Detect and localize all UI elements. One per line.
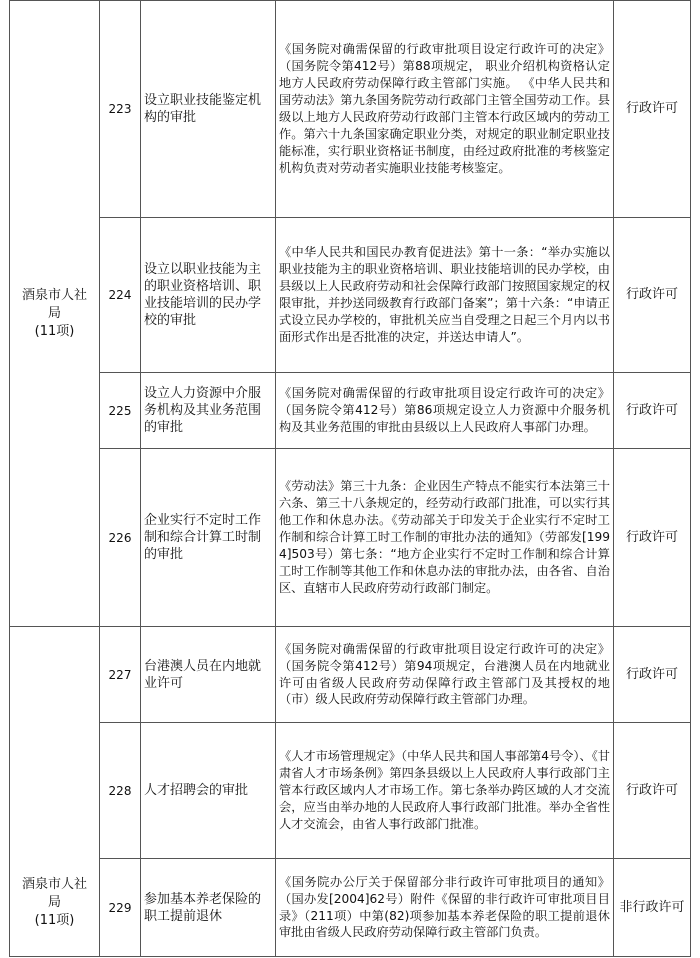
department-name-line: 酒泉市人社 xyxy=(21,877,87,892)
department-item-count: (11项) xyxy=(34,323,75,339)
item-number: 226 xyxy=(100,449,141,627)
item-name: 设立人力资源中介服务机构及其业务范围的审批 xyxy=(141,373,276,449)
table-row xyxy=(10,218,691,373)
item-name: 人才招聘会的审批 xyxy=(141,723,276,859)
approval-type: 行政许可 xyxy=(614,627,691,723)
table-row xyxy=(10,1,691,218)
legal-basis: 《国务院对确需保留的行政审批项目设定行政许可的决定》（国务院令第412号）第86项规定设立人力资源中介服务机构及其业务范围的审批由县级以上人民政府人事部门办理。 xyxy=(276,373,614,449)
legal-basis: 《劳动法》第三十九条：企业因生产特点不能实行本法第三十六条、第三十八条规定的，经劳动行政部门批准，可以实行其他工作和休息办法。《劳动部关于印发关于企业实行不定时工作制和综合计算工时工作制的审批办法的通知》（劳部发[1994]503号）第七条：“地方企业实行不定时工作制和综合计算工时工作制等其他工作和休息办法的审批办法，由各省、自治区、直辖市人民政府劳动行政部门制定。 xyxy=(276,449,614,627)
item-name: 设立以职业技能为主的职业资格培训、职业技能培训的民办学校的审批 xyxy=(141,218,276,373)
approval-type: 非行政许可 xyxy=(614,859,691,957)
department-item-count: (11项) xyxy=(34,913,75,928)
department-name-line: 酒泉市人社 xyxy=(21,287,87,303)
table-row xyxy=(10,449,691,627)
item-number: 228 xyxy=(100,723,141,859)
item-number: 225 xyxy=(100,373,141,449)
item-number: 229 xyxy=(100,859,141,957)
department-cell xyxy=(10,1,100,627)
approval-items-table xyxy=(9,0,691,957)
department-name-line: 局 xyxy=(47,895,61,910)
item-name: 参加基本养老保险的职工提前退休 xyxy=(141,859,276,957)
item-name: 台港澳人员在内地就业许可 xyxy=(141,627,276,723)
approval-type: 行政许可 xyxy=(614,723,691,859)
approval-type: 行政许可 xyxy=(614,218,691,373)
legal-basis: 《国务院对确需保留的行政审批项目设定行政许可的决定》（国务院令第412号）第88项规定， 职业介绍机构资格认定 地方人民政府劳动保障行政主管部门实施。 《中华人民共和国劳动法》第九条国务院劳动行政部门主管全国劳动工作。县级以上地方人民政府劳动行政部门主管本行政区域内的劳动工作。第六十九条国家确定职业分类，对规定的职业制定职业技能标准，实行职业资格证书制度，由经过政府批准的考核鉴定机构负责对劳动者实施职业技能考核鉴定。 xyxy=(276,1,614,218)
item-number: 223 xyxy=(100,1,141,218)
item-number: 227 xyxy=(100,627,141,723)
legal-basis: 《中华人民共和国民办教育促进法》第十一条：“举办实施以职业技能为主的职业资格培训、职业技能培训的民办学校，由县级以上人民政府劳动和社会保障行政部门按照国家规定的权限审批，并抄送同级教育行政部门备案”；第十六条：“申请正式设立民办学校的，审批机关应当自受理之日起三个月内以书面形式作出是否批准的决定，并送达申请人”。 xyxy=(276,218,614,373)
item-name: 企业实行不定时工作制和综合计算工时制的审批 xyxy=(141,449,276,627)
approval-type: 行政许可 xyxy=(614,449,691,627)
item-number: 224 xyxy=(100,218,141,373)
table-row xyxy=(10,859,691,957)
table-row xyxy=(10,373,691,449)
approval-type: 行政许可 xyxy=(614,373,691,449)
department-cell xyxy=(10,627,100,957)
legal-basis: 《人才市场管理规定》（中华人民共和国人事部第4号令）、《甘肃省人才市场条例》第四条县级以上人民政府人事行政部门主管本行政区域内人才市场工作。第七条举办跨区域的人才交流会，应当由举办地的人民政府人事行政部门批准。举办全省性人才交流会，由省人事行政部门批准。 xyxy=(276,723,614,859)
department-name-line: 局 xyxy=(47,305,61,321)
item-name: 设立职业技能鉴定机构的审批 xyxy=(141,1,276,218)
legal-basis: 《国务院对确需保留的行政审批项目设定行政许可的决定》（国务院令第412号）第94项规定，台港澳人员在内地就业许可由省级人民政府劳动保障行政主管部门及其授权的地（市）级人民政府劳动保障行政主管部门办理。 xyxy=(276,627,614,723)
approval-type: 行政许可 xyxy=(614,1,691,218)
legal-basis: 《国务院办公厅关于保留部分非行政许可审批项目的通知》（国办发[2004]62号）附件《保留的非行政许可审批项目目录》（211项）中第(82)项参加基本养老保险的职工提前退休审批由省级人民政府劳动保障行政主管部门负责。 xyxy=(276,859,614,957)
table-row xyxy=(10,723,691,859)
table-row xyxy=(10,627,691,723)
